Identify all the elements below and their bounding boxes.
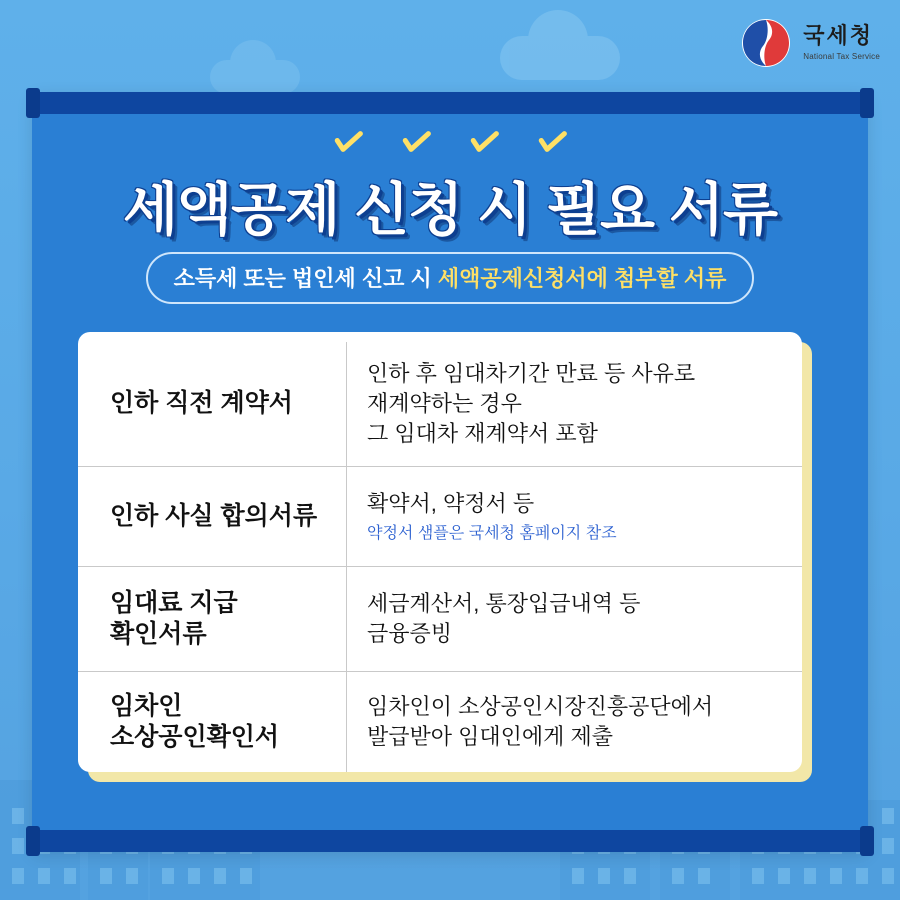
card-bottom-bar — [32, 830, 868, 852]
table-row — [78, 467, 802, 567]
row-desc-text: 임차인이 소상공인시장진흥공단에서 발급받아 임대인에게 제출 — [367, 694, 714, 749]
row-description — [346, 467, 802, 566]
row-desc-text: 세금계산서, 통장입금내역 등 금융증빙 — [367, 591, 641, 646]
check-icon — [467, 126, 501, 160]
subtitle-highlight: 세액공제신청서에 첨부할 서류 — [437, 266, 727, 291]
table-row — [78, 672, 802, 772]
subtitle-container — [32, 252, 868, 304]
row-desc-text: 인하 후 임대차기간 만료 등 사유로 재계약하는 경우 그 임대차 재계약서 포함 — [367, 361, 696, 446]
cloud-decoration — [500, 36, 620, 80]
subtitle-pill — [146, 252, 755, 304]
row-note: 약정서 샘플은 국세청 홈페이지 참조 — [367, 524, 617, 542]
row-description — [346, 342, 802, 466]
row-term: 인하 사실 합의서류 — [110, 501, 318, 530]
documents-table — [78, 332, 802, 772]
row-term: 임대료 지급 확인서류 — [110, 588, 238, 648]
nts-logo — [739, 16, 880, 70]
logo-name-en: National Tax Service — [803, 52, 880, 61]
cloud-decoration — [210, 60, 300, 94]
page-title: 세액공제 신청 시 필요 서류 — [122, 178, 778, 242]
row-term: 임차인 소상공인확인서 — [110, 691, 280, 751]
check-icon — [535, 126, 569, 160]
content-card — [32, 92, 868, 852]
row-description — [346, 567, 802, 671]
subtitle-prefix: 소득세 또는 법인세 신고 시 — [173, 266, 438, 291]
table-row — [78, 342, 802, 467]
checkmark-row — [32, 128, 868, 158]
row-term: 인하 직전 계약서 — [110, 389, 293, 418]
card-top-bar — [32, 92, 868, 114]
row-desc-text: 확약서, 약정서 등 — [367, 490, 535, 516]
row-description — [346, 672, 802, 772]
nts-logo-icon — [739, 16, 793, 70]
table-row — [78, 567, 802, 672]
logo-name-ko: 국세청 — [803, 23, 873, 48]
check-icon — [399, 126, 433, 160]
check-icon — [331, 126, 365, 160]
